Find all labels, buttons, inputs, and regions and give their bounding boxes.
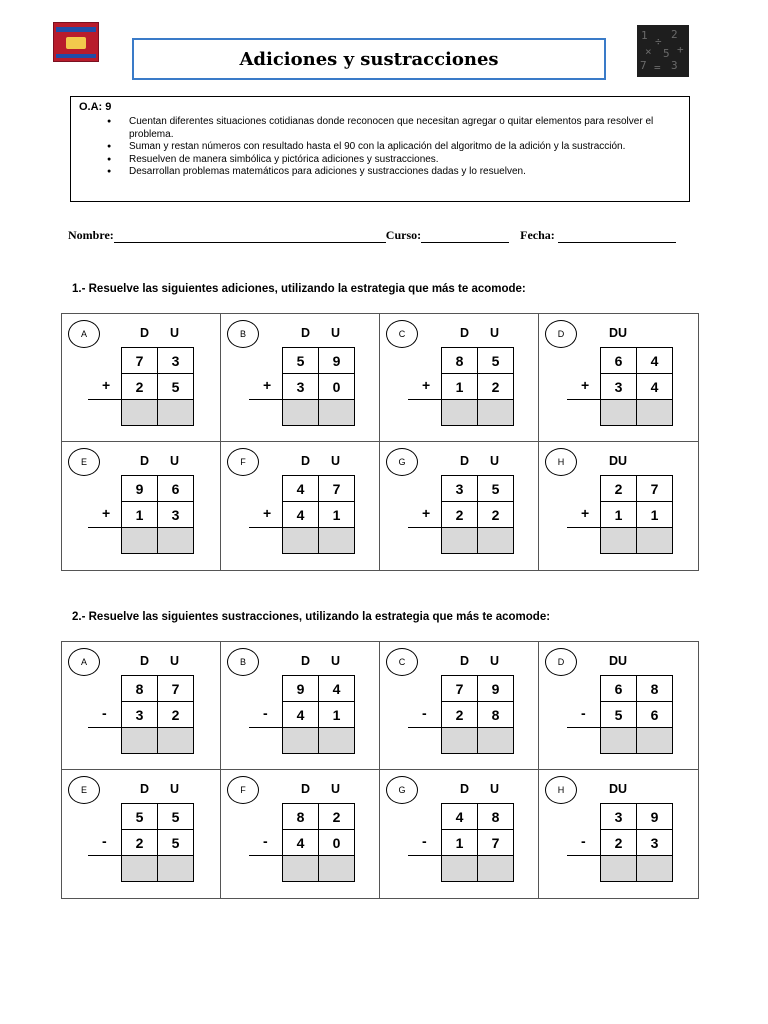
answer-box-units[interactable] [636,727,673,754]
name-label: Nombre: [68,228,114,242]
digit-box: 2 [157,701,194,728]
answer-box-tens[interactable] [121,855,158,882]
problem-label: D [545,648,577,676]
digit-boxes [601,348,673,426]
tens-header: D [460,782,470,796]
answer-box-units[interactable] [636,399,673,426]
problem-cell [221,642,380,770]
tens-header: DU [609,782,628,796]
answer-box-tens[interactable] [600,855,637,882]
digit-box: 2 [441,501,478,528]
digit-box: 8 [282,803,319,830]
digit-box: 6 [636,701,673,728]
digit-box: 2 [477,501,514,528]
problem-cell [380,442,539,570]
date-label: Fecha: [520,228,555,242]
digit-box: 9 [121,475,158,502]
answer-box-tens[interactable] [121,399,158,426]
course-label: Curso: [385,228,422,242]
units-header: U [331,782,341,796]
digit-box: 1 [600,501,637,528]
problem-label: G [386,448,418,476]
operator-sign: - [581,833,586,849]
digit-box: 5 [477,475,514,502]
tens-header: D [301,782,311,796]
units-header: U [170,654,180,668]
student-info-line [68,228,700,243]
tens-header: D [140,326,150,340]
digit-boxes [283,804,355,882]
answer-box-tens[interactable] [441,399,478,426]
operator-sign: - [263,705,268,721]
answer-box-units[interactable] [477,527,514,554]
problem-cell [221,442,380,570]
digit-boxes [442,804,514,882]
digit-box: 4 [441,803,478,830]
digit-box: 0 [318,829,355,856]
objective-item: ● Suman y restan números con resultado hasta el 90 con la aplicación del algoritmo de la adición y la sustracción. [129,141,681,154]
operator-sign: - [581,705,586,721]
digit-box: 1 [441,373,478,400]
operator-sign: + [263,505,272,521]
answer-box-units[interactable] [636,527,673,554]
result-line [567,727,601,728]
problem-cell [380,642,539,770]
digit-box: 3 [441,475,478,502]
operator-sign: + [102,377,111,393]
problem-label: C [386,648,418,676]
digit-box: 6 [157,475,194,502]
result-line [408,727,442,728]
digit-box: 5 [477,347,514,374]
units-header: U [490,326,500,340]
tens-header: D [460,326,470,340]
result-line [249,527,283,528]
addition-grid [61,313,699,571]
digit-box: 5 [157,803,194,830]
units-header: U [331,326,341,340]
operator-sign: + [263,377,272,393]
operator-sign: - [102,833,107,849]
digit-box: 4 [636,373,673,400]
result-line [88,727,122,728]
digit-boxes [122,476,194,554]
digit-boxes [442,676,514,754]
result-line [249,399,283,400]
digit-boxes [283,348,355,426]
digit-box: 8 [477,803,514,830]
answer-box-tens[interactable] [441,855,478,882]
digit-box: 2 [600,829,637,856]
digit-box: 3 [121,701,158,728]
answer-box-tens[interactable] [121,527,158,554]
tens-header: DU [609,326,628,340]
problem-cell [539,314,698,442]
digit-box: 4 [318,675,355,702]
digit-boxes [283,476,355,554]
digit-boxes [442,476,514,554]
units-header: U [170,326,180,340]
digit-box: 1 [318,501,355,528]
answer-box-tens[interactable] [600,399,637,426]
digit-box: 8 [441,347,478,374]
operator-sign: - [422,833,427,849]
title-box [132,38,606,80]
answer-box-tens[interactable] [282,855,319,882]
result-line [408,855,442,856]
units-header: U [490,654,500,668]
digit-boxes [601,804,673,882]
digit-box: 2 [121,373,158,400]
digit-box: 5 [157,829,194,856]
answer-box-tens[interactable] [441,527,478,554]
digit-box: 4 [282,475,319,502]
digit-box: 2 [477,373,514,400]
digit-boxes [442,348,514,426]
result-line [88,399,122,400]
problem-cell [539,642,698,770]
problem-label: E [68,776,100,804]
tens-header: D [140,654,150,668]
name-field[interactable] [114,230,386,243]
answer-box-tens[interactable] [282,399,319,426]
answer-box-units[interactable] [477,399,514,426]
problem-label: F [227,776,259,804]
digit-box: 9 [477,675,514,702]
problem-cell [380,314,539,442]
tens-header: D [301,326,311,340]
digit-boxes [122,804,194,882]
units-header: U [170,782,180,796]
digit-box: 4 [282,829,319,856]
answer-box-units[interactable] [636,855,673,882]
units-header: U [490,454,500,468]
answer-box-units[interactable] [318,855,355,882]
digit-box: 3 [157,347,194,374]
problem-label: B [227,320,259,348]
digit-boxes [122,348,194,426]
digit-box: 8 [121,675,158,702]
digit-box: 2 [318,803,355,830]
section1-instruction: 1.- Resuelve las siguientes adiciones, utilizando la estrategia que más te acomode: [72,283,526,295]
problem-label: A [68,320,100,348]
objective-item: ● Cuentan diferentes situaciones cotidianas donde reconocen que necesitan agregar o quitar elementos para resolver el problema. [129,116,681,141]
problem-cell [62,314,221,442]
tens-header: DU [609,454,628,468]
digit-box: 3 [600,803,637,830]
digit-box: 6 [600,675,637,702]
learning-objectives [70,96,690,202]
digit-box: 2 [441,701,478,728]
answer-box-units[interactable] [157,399,194,426]
answer-box-units[interactable] [477,855,514,882]
digit-box: 4 [282,701,319,728]
answer-box-units[interactable] [157,527,194,554]
problem-label: C [386,320,418,348]
tens-header: D [140,454,150,468]
digit-box: 5 [600,701,637,728]
result-line [567,855,601,856]
digit-box: 7 [157,675,194,702]
answer-box-tens[interactable] [282,527,319,554]
units-header: U [490,782,500,796]
digit-box: 4 [636,347,673,374]
answer-box-units[interactable] [318,527,355,554]
answer-box-units[interactable] [477,727,514,754]
digit-box: 1 [318,701,355,728]
digit-box: 3 [157,501,194,528]
objective-item: ● Desarrollan problemas matemáticos para adiciones y sustracciones dadas y lo resuelven. [129,166,681,179]
digit-box: 3 [600,373,637,400]
operator-sign: + [102,505,111,521]
answer-box-tens[interactable] [282,727,319,754]
problem-cell [380,770,539,898]
result-line [249,727,283,728]
digit-box: 9 [318,347,355,374]
tens-header: D [301,454,311,468]
digit-box: 9 [282,675,319,702]
result-line [408,527,442,528]
digit-box: 8 [636,675,673,702]
digit-box: 0 [318,373,355,400]
digit-box: 7 [441,675,478,702]
answer-box-tens[interactable] [121,727,158,754]
result-line [88,527,122,528]
subtraction-grid [61,641,699,899]
result-line [88,855,122,856]
problem-label: D [545,320,577,348]
digit-box: 5 [157,373,194,400]
digit-box: 3 [636,829,673,856]
digit-box: 7 [636,475,673,502]
digit-boxes [601,476,673,554]
course-field[interactable] [421,230,509,243]
book-icon [66,37,86,49]
digit-box: 1 [441,829,478,856]
problem-label: F [227,448,259,476]
problem-cell [221,314,380,442]
operator-sign: - [102,705,107,721]
digit-box: 2 [600,475,637,502]
operator-sign: + [422,377,431,393]
operator-sign: + [581,377,590,393]
answer-box-units[interactable] [157,855,194,882]
digit-box: 7 [318,475,355,502]
digit-box: 8 [477,701,514,728]
result-line [567,399,601,400]
tens-header: D [301,654,311,668]
digit-box: 2 [121,829,158,856]
problem-label: G [386,776,418,804]
digit-box: 7 [477,829,514,856]
problem-cell [62,770,221,898]
result-line [249,855,283,856]
digit-box: 5 [121,803,158,830]
objectives-heading: O.A: 9 [79,101,112,113]
digit-box: 7 [121,347,158,374]
units-header: U [331,654,341,668]
problem-label: H [545,448,577,476]
school-logo [53,22,99,62]
tens-header: D [140,782,150,796]
tens-header: D [460,654,470,668]
objective-item: ● Resuelven de manera simbólica y pictórica adiciones y sustracciones. [129,154,681,167]
digit-boxes [283,676,355,754]
operator-sign: - [263,833,268,849]
digit-box: 1 [121,501,158,528]
digit-box: 5 [282,347,319,374]
problem-cell [539,770,698,898]
answer-box-units[interactable] [318,727,355,754]
tens-header: D [460,454,470,468]
digit-box: 1 [636,501,673,528]
problem-cell [62,442,221,570]
result-line [567,527,601,528]
units-header: U [170,454,180,468]
math-symbols-image: 1 ÷ 2 × 5 + 7 = 3 [637,25,689,77]
digit-boxes [601,676,673,754]
units-header: U [331,454,341,468]
problem-cell [221,770,380,898]
problem-cell [539,442,698,570]
digit-box: 9 [636,803,673,830]
digit-box: 3 [282,373,319,400]
operator-sign: + [422,505,431,521]
digit-box: 6 [600,347,637,374]
problem-label: H [545,776,577,804]
tens-header: DU [609,654,628,668]
problem-label: A [68,648,100,676]
result-line [408,399,442,400]
answer-box-units[interactable] [157,727,194,754]
problem-cell [62,642,221,770]
problem-label: B [227,648,259,676]
digit-boxes [122,676,194,754]
section2-instruction: 2.- Resuelve las siguientes sustracciones, utilizando la estrategia que más te acomode: [72,611,551,623]
answer-box-tens[interactable] [441,727,478,754]
digit-box: 4 [282,501,319,528]
answer-box-tens[interactable] [600,727,637,754]
date-field[interactable] [558,230,676,243]
problem-label: E [68,448,100,476]
answer-box-tens[interactable] [600,527,637,554]
operator-sign: - [422,705,427,721]
answer-box-units[interactable] [318,399,355,426]
operator-sign: + [581,505,590,521]
page-title: Adiciones y sustracciones [239,48,499,70]
